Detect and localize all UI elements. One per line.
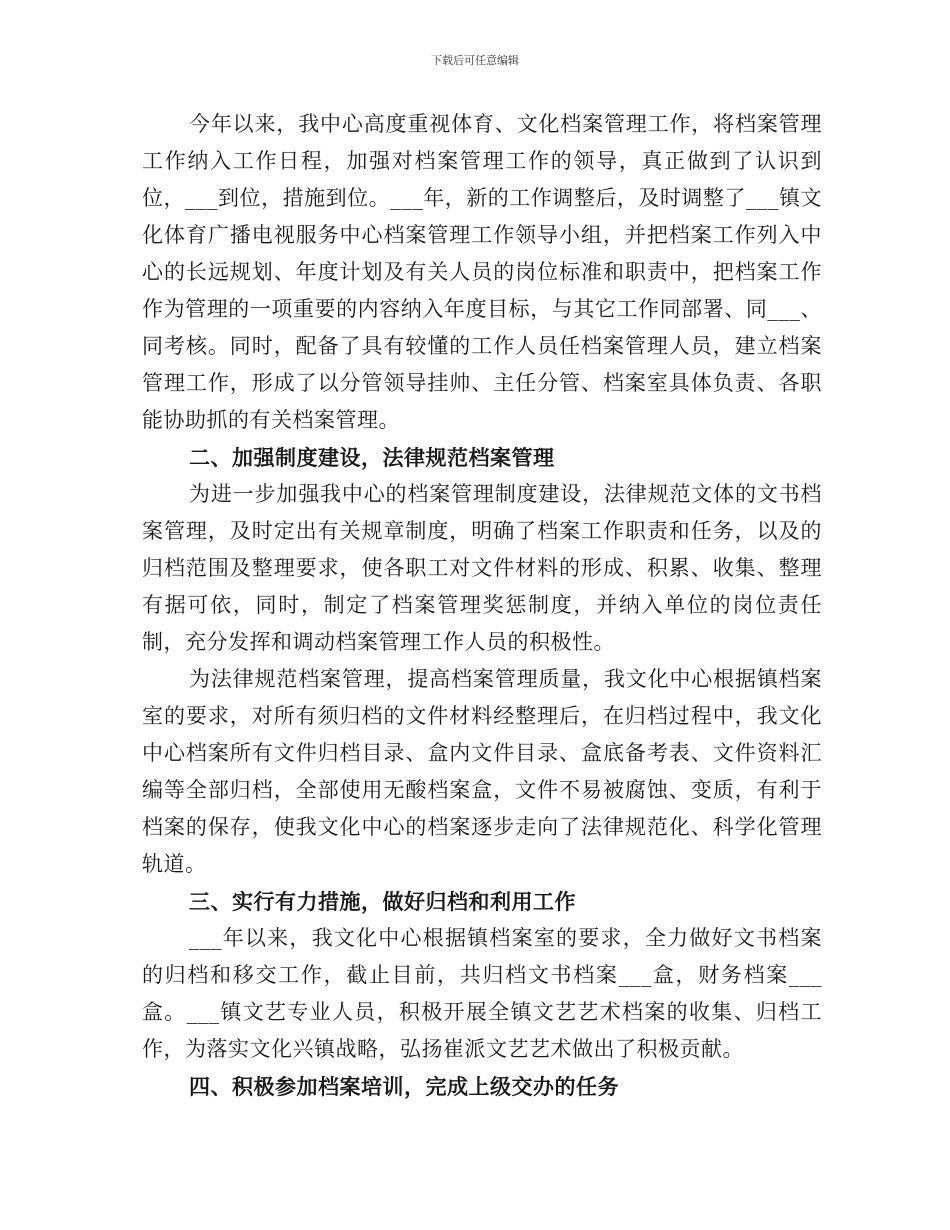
section-heading-3: 三、实行有力措施，做好归档和利用工作 [189, 889, 576, 914]
paragraph-filing: ___年以来，我文化中心根据镇档案室的要求，全力做好文书档案的归档和移交工作，截止目前，共归档文书档案___盒，财务档案___盒。___镇文艺专业人员，积极开展全镇文艺艺术档案的收集、归档工作，为落实文化兴镇战略，弘扬崔派文艺艺术做出了积极贡献。 [142, 926, 822, 1061]
paragraph-intro: 今年以来，我中心高度重视体育、文化档案管理工作，将档案管理工作纳入工作日程，加强对档案管理工作的领导，真正做到了认识到位，___到位，措施到位。___年，新的工作调整后，及时调整了___镇文化体育广播电视服务中心档案管理工作领导小组，并把档案工作列入中心的长远规划、年度计划及有关人员的岗位标准和职责中，把档案工作作为管理的一项重要的内容纳入年度目标，与其它工作同部署、同___、同考核。同时，配备了具有较懂的工作人员任档案管理人员，建立档案管理工作，形成了以分管领导挂帅、主任分管、档案室具体负责、各职能协助抓的有关档案管理。 [142, 112, 822, 432]
paragraph-system-building: 为进一步加强我中心的档案管理制度建设，法律规范文体的文书档案管理，及时定出有关规章制度，明确了档案工作职责和任务，以及的归档范围及整理要求，使各职工对文件材料的形成、积累、收集、整理有据可依，同时，制定了档案管理奖惩制度，并纳入单位的岗位责任制，充分发挥和调动档案管理工作人员的积极性。 [142, 482, 822, 654]
page-header: 下载后可任意编辑 [431, 54, 519, 67]
section-heading-4: 四、积极参加档案培训，完成上级交办的任务 [189, 1074, 619, 1099]
document-body [142, 106, 822, 1105]
section-heading-2: 二、加强制度建设，法律规范档案管理 [189, 445, 555, 470]
paragraph-standardize: 为法律规范档案管理，提高档案管理质量，我文化中心根据镇档案室的要求，对所有须归档的文件材料经整理后，在归档过程中，我文化中心档案所有文件归档目录、盒内文件目录、盒底备考表、文件资料汇编等全部归档，全部使用无酸档案盒，文件不易被腐蚀、变质，有利于档案的保存，使我文化中心的档案逐步走向了法律规范化、科学化管理轨道。 [142, 667, 822, 876]
